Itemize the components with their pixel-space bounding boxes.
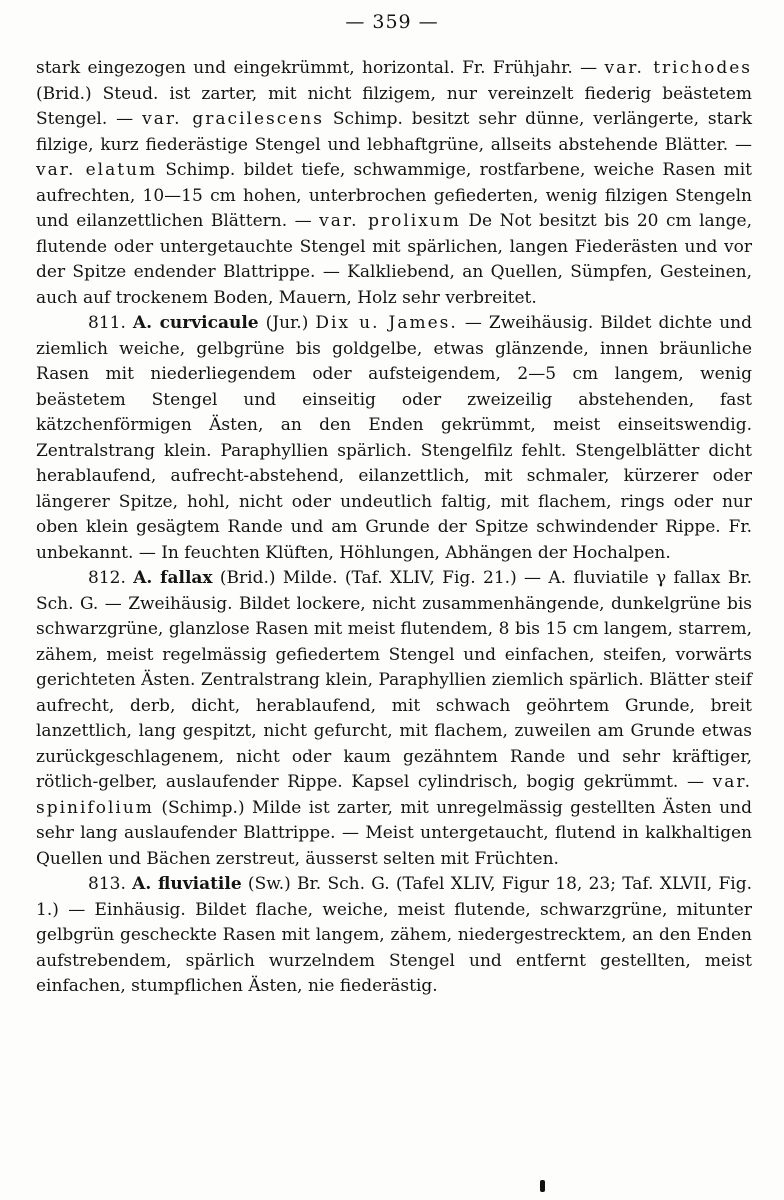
text-segment: (Jur.) <box>258 313 316 333</box>
paragraph-species-812 <box>36 566 752 872</box>
variety-name: var. prolixum <box>319 211 461 231</box>
text-segment: Schimp. bildet tiefe, schwammige, rostfarbene, weiche Rasen mit aufrechten, 10—15 cm hohen, unterbrochen gefiederten, wenig filzigen Stengeln und eilanzettlichen Blättern. — <box>36 160 752 231</box>
page-number: — 359 — <box>345 11 439 33</box>
variety-name: var. elatum <box>36 160 158 180</box>
text-segment: 812. <box>88 568 134 588</box>
variety-name: var. trichodes <box>604 58 752 78</box>
paragraph-species-813 <box>36 872 752 1000</box>
paragraph-continuation <box>36 56 752 311</box>
species-name: A. fallax <box>133 568 213 588</box>
text-segment: — Zweihäusig. Bildet dichte und ziemlich weiche, gelbgrüne bis goldgelbe, etwas glänzende, innen bräunliche Rasen mit niederliegendem oder aufsteigendem, 2—5 cm langem, wenig beästetem Stengel und einseitig oder zweizeilig abstehenden, fast kätzchenförmigen Ästen, an den Enden gekrümmt, meist einseitswendig. Zentralstrang klein. Paraphyllien spärlich. Stengelfilz fehlt. Stengelblätter dicht herablaufend, aufrecht-abstehend, eilanzettlich, mit schmaler, kürzerer oder längerer Spitze, hohl, nicht oder undeutlich faltig, mit flachem, rings oder nur oben klein gesägtem Rande und am Grunde der Spitze schwindender Rippe. Fr. unbekannt. — In feuchten Klüften, Höhlungen, Abhängen der Hochalpen. <box>36 313 752 563</box>
variety-name: var. gracilescens <box>142 109 324 129</box>
text-segment: (Brid.) Milde. (Taf. XLIV, Fig. 21.) — A. fluviatile γ fallax Br. Sch. G. — Zweihäusig. Bildet lockere, nicht zusammenhängende, dunkelgrüne bis schwarzgrüne, glanzlose Rasen mit meist flutendem, 8 bis 15 cm langem, starrem, zähem, meist regelmässig gefiedertem Stengel und einfachen, steifen, vorwärts gerichteten Ästen. Zentralstrang klein, Paraphyllien ziemlich spärlich. Blätter steif aufrecht, derb, dicht, herablaufend, mit schwach geöhrtem Grunde, breit lanzettlich, lang gespitzt, nicht gefurcht, mit flachem, zuweilen am Grunde etwas zurückgeschlagenem, nicht oder kaum gezähntem Rande und sehr kräftiger, rötlich-gelber, auslaufender Rippe. Kapsel cylindrisch, bogig gekrümmt. — <box>36 568 752 792</box>
text-segment: (Brid.) Steud. ist zarter, mit nicht filzigem, nur vereinzelt fiederig beästetem Stengel. — <box>36 83 752 129</box>
scan-mark <box>540 1180 545 1192</box>
text-segment: (Schimp.) Milde ist zarter, mit unregelmässig gestellten Ästen und sehr lang auslaufender Blattrippe. — Meist untergetaucht, flutend in kalkhaltigen Quellen und Bächen zerstreut, äusserst selten mit Früchten. <box>36 797 752 869</box>
text-segment: 811. <box>88 313 133 333</box>
text-segment: stark eingezogen und eingekrümmt, horizontal. Fr. Frühjahr. — <box>36 58 605 78</box>
text-body <box>36 56 752 1000</box>
species-name: A. fluviatile <box>132 874 242 894</box>
text-segment: De Not besitzt bis 20 cm lange, flutende oder untergetauchte Stengel mit spärlichen, langen Fiederästen und vor der Spitze endender Blattrippe. — Kalkliebend, an Quellen, Sümpfen, Gesteinen, auch auf trockenem Boden, Mauern, Holz sehr verbreitet. <box>36 211 752 308</box>
species-name: A. curvicaule <box>132 313 259 333</box>
text-segment: 813. <box>88 874 133 894</box>
text-segment: (Sw.) Br. Sch. G. (Tafel XLIV, Figur 18, 23; Taf. XLVII, Fig. 1.) — Einhäusig. Bildet flache, weiche, meist flutende, schwarzgrüne, mitunter gelbgrün gescheckte Rasen mit langem, zähem, niedergestrecktem, an den Enden aufstrebendem, spärlich wurzelndem Stengel und entfernt gestellten, meist einfachen, stumpflichen Ästen, nie fiederästig. <box>36 874 752 996</box>
variety-name: var. spinifolium <box>36 772 752 818</box>
text-segment: Schimp. besitzt sehr dünne, verlängerte, stark filzige, kurz fiederästige Stengel und lebhaftgrüne, allseits abstehende Blätter. — <box>36 109 752 155</box>
variety-name: Dix u. James. <box>315 313 458 333</box>
paragraph-species-811 <box>36 311 752 566</box>
